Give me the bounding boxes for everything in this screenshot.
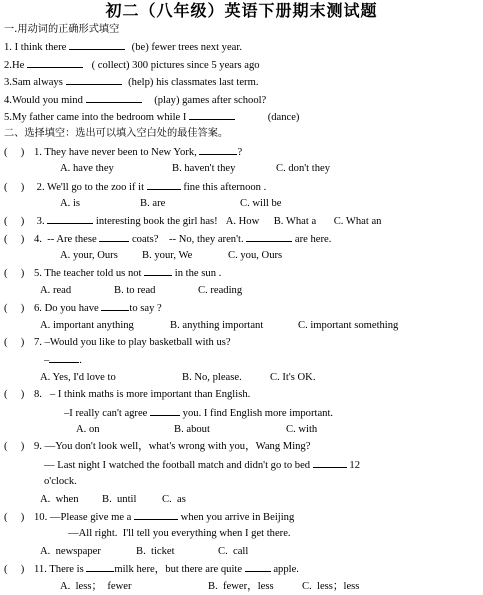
answer-blank[interactable] [47,212,93,224]
answer-blank[interactable] [189,108,235,120]
answer-paren[interactable]: ( ) [4,216,25,228]
q9-reply-line: — Last night I watched the football match and didn't go to bed 12 [4,456,479,473]
q11-options: A. less； fewer B. fewer，less C. less；less [60,580,360,592]
answer-blank[interactable] [27,56,83,68]
page-title: 初二（八年级）英语下册期末测试题 [105,1,378,20]
answer-blank[interactable] [99,230,129,242]
answer-paren[interactable]: ( ) [4,564,25,576]
answer-blank[interactable] [86,560,114,572]
answer-blank[interactable] [313,456,347,468]
q8-reply-line: –I really can't agree you. I find English more important. [4,404,479,421]
q7-options: A. Yes, I'd love to B. No, please. C. It's OK. [40,371,316,383]
s1-item-1: 1. I think there (be) fewer trees next year. [4,38,479,55]
answer-blank[interactable] [86,91,142,103]
question-4: ( ) 4. -- Are these coats? -- No, they aren't. are here. [4,230,479,247]
answer-blank[interactable] [101,299,129,311]
answer-blank[interactable] [147,178,181,190]
answer-paren[interactable]: ( ) [4,268,25,280]
q9-options: A. when B. until C. as [40,493,186,505]
question-1: ( ) 1. They have never been to New York, ? [4,143,479,160]
q8-options: A. on B. about C. with [76,423,318,435]
question-6: ( ) 6. Do you have to say ? [4,299,479,316]
answer-paren[interactable]: ( ) [4,303,25,315]
answer-blank[interactable] [246,230,292,242]
q5-options: A. read B. to read C. reading [40,284,243,296]
q7-reply-line: – . [4,351,479,368]
q4-options: A. your, Ours B. your, We C. you, Ours [60,250,283,262]
question-3: ( ) 3. interesting book the girl has! A. How B. What a C. What an [4,212,479,229]
answer-blank[interactable] [144,264,172,276]
question-9: ( ) 9. —You don't look well，what's wrong with you，Wang Ming? [4,438,479,455]
q6-options: A. important anything B. anything important C. important something [40,319,399,331]
answer-paren[interactable]: ( ) [4,389,25,401]
answer-blank[interactable] [134,508,178,520]
answer-blank[interactable] [69,38,125,50]
s1-item-4: 4.Would you mind (play) games after school? [4,91,479,108]
answer-blank[interactable] [150,404,180,416]
answer-paren[interactable]: ( ) [4,181,25,193]
section-2-heading: 二、选择填空：选出可以填入空白处的最佳答案。 [4,128,229,140]
q10-options: A. newspaper B. ticket C. call [40,545,249,557]
q10-reply-line: —All right. I'll tell you everything when I get there. [68,528,291,540]
question-10: ( ) 10. —Please give me a when you arrive in Beijing [4,508,479,525]
answer-blank[interactable] [245,560,271,572]
question-7: ( ) 7. –Would you like to play basketball with us? [4,334,479,351]
question-2: ( ) 2. We'll go to the zoo if it fine this afternoon . [4,178,479,195]
section-1-heading: 一.用动词的正确形式填空 [4,24,120,35]
answer-paren[interactable]: ( ) [4,233,25,245]
answer-paren[interactable]: ( ) [4,146,25,158]
answer-paren[interactable]: ( ) [4,337,25,349]
answer-blank[interactable] [66,73,122,85]
s1-item-2: 2.He ( collect) 300 pictures since 5 years ago [4,56,479,73]
answer-paren[interactable]: ( ) [4,511,25,523]
s1-item-5: 5.My father came into the bedroom while I (dance) [4,108,479,125]
s1-item-3: 3.Sam always (help) his classmates last term. [4,73,479,90]
q2-options: A. is B. are C. will be [60,197,282,209]
question-11: ( ) 11. There is milk here，but there are quite apple. [4,560,479,577]
answer-paren[interactable]: ( ) [4,441,25,453]
question-8: ( ) 8. – I think maths is more important than English. [4,386,479,403]
answer-blank[interactable] [199,143,237,155]
question-5: ( ) 5. The teacher told us not in the sun . [4,264,479,281]
answer-blank[interactable] [49,351,79,363]
q1-options: A. have they B. haven't they C. don't they [60,163,330,175]
q9-reply-line-2: o'clock. [44,476,77,488]
